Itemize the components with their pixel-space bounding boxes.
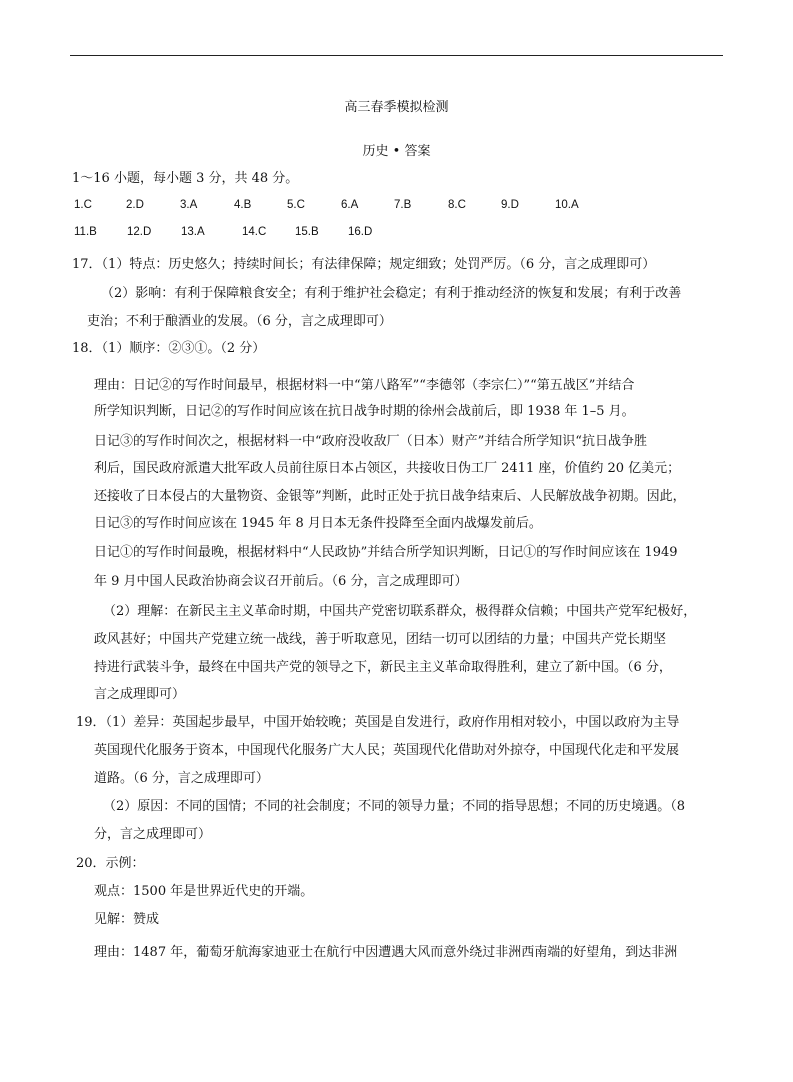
q19-line-3: 道路。（6 分，言之成理即可） (94, 771, 269, 786)
q18-line-3: 所学知识判断，日记②的写作时间应该在抗日战争时期的徐州会战前后，即 1938 年 1–5 月。 (94, 404, 635, 419)
mc-answer: 12.D (127, 226, 152, 238)
q18-line-7: 日记③的写作时间应该在 1945 年 8 月日本无条件投降至全面内战爆发前后。 (94, 516, 542, 531)
q18-line-4: 日记③的写作时间次之，根据材料一中“政府没收敌厂（日本）财产”并结合所学知识“抗日战争胜 (94, 434, 647, 449)
q18-line-5: 利后，国民政府派遣大批军政人员前往原日本占领区，共接收日伪工厂 2411 座，价值约 20 亿美元； (94, 461, 681, 476)
q18-line-13: 言之成理即可） (94, 687, 186, 702)
mc-answer: 10.A (555, 199, 579, 211)
mc-answer: 13.A (181, 226, 205, 238)
mc-answer: 2.D (126, 199, 144, 211)
q19-line-1: 19．（1）差异：英国起步最早，中国开始较晚；英国是自发进行，政府作用相对较小，中国以政府为主导 (76, 715, 680, 730)
page-title: 高三春季模拟检测 (344, 100, 449, 115)
mc-answer: 16.D (348, 226, 373, 238)
top-rule (70, 55, 723, 56)
mc-answer: 11.B (74, 226, 97, 238)
q19-line-2: 英国现代化服务于资本，中国现代化服务广大人民；英国现代化借助对外掠夺，中国现代化走和平发展 (94, 743, 680, 758)
mc-answer: 3.A (180, 199, 198, 211)
mc-answer: 14.C (242, 226, 267, 238)
q18-line-2: 理由：日记②的写作时间最早，根据材料一中“第八路军”“李德邻（李宗仁）”“第五战区”并结合 (94, 378, 635, 393)
q18-line-10: （2）理解：在新民主主义革命时期，中国共产党密切联系群众，极得群众信赖；中国共产党军纪极好， (103, 604, 697, 619)
mc-answer: 1.C (74, 199, 92, 211)
q20-line-4: 理由：1487 年，葡萄牙航海家迪亚士在航行中因遭遇大风而意外绕过非洲西南端的好望角，到达非洲 (94, 945, 678, 960)
mc-answer: 8.C (448, 199, 466, 211)
q18-line-12: 持进行武装斗争，最终在中国共产党的领导之下，新民主主义革命取得胜利，建立了新中国。（6 分， (94, 660, 672, 675)
q20-line-3: 见解：赞成 (94, 912, 160, 927)
mc-answer: 5.C (287, 199, 305, 211)
q18-line-1: 18．（1）顺序：②③①。（2 分） (72, 341, 266, 356)
mc-answer: 4.B (234, 199, 252, 211)
mc-answer: 6.A (341, 199, 359, 211)
q18-line-8: 日记①的写作时间最晚，根据材料中“人民政协”并结合所学知识判断，日记①的写作时间应该在 1949 (94, 545, 678, 560)
q18-line-9: 年 9 月中国人民政治协商会议召开前后。（6 分，言之成理即可） (94, 574, 468, 589)
page-subtitle: 历史 • 答案 (362, 144, 431, 159)
mc-answer: 9.D (501, 199, 519, 211)
q18-line-6: 还接收了日本侵占的大量物资、金银等”判断，此时正处于抗日战争结束后、人民解放战争初期。因此， (94, 489, 686, 504)
q20-line-1: 20．示例： (76, 856, 145, 871)
q17-line-2: （2）影响：有利于保障粮食安全；有利于维护社会稳定；有利于推动经济的恢复和发展；有利于改善 (101, 286, 682, 301)
mc-intro: 1～16 小题，每小题 3 分，共 48 分。 (72, 171, 299, 186)
q17-line-3: 吏治；不利于酿酒业的发展。（6 分，言之成理即可） (87, 314, 392, 329)
q19-line-5: 分，言之成理即可） (94, 827, 212, 842)
mc-answer: 15.B (295, 226, 319, 238)
mc-answer: 7.B (394, 199, 412, 211)
q20-line-2: 观点：1500 年是世界近代史的开端。 (94, 884, 314, 899)
q18-line-11: 政风甚好；中国共产党建立统一战线，善于听取意见，团结一切可以团结的力量；中国共产党长期坚 (94, 632, 667, 647)
q17-line-1: 17．（1）特点：历史悠久；持续时间长；有法律保障；规定细致；处罚严厉。（6 分，言之成理即可） (72, 257, 656, 272)
q19-line-4: （2）原因：不同的国情；不同的社会制度；不同的领导力量；不同的指导思想；不同的历史境遇。（8 (103, 799, 686, 814)
